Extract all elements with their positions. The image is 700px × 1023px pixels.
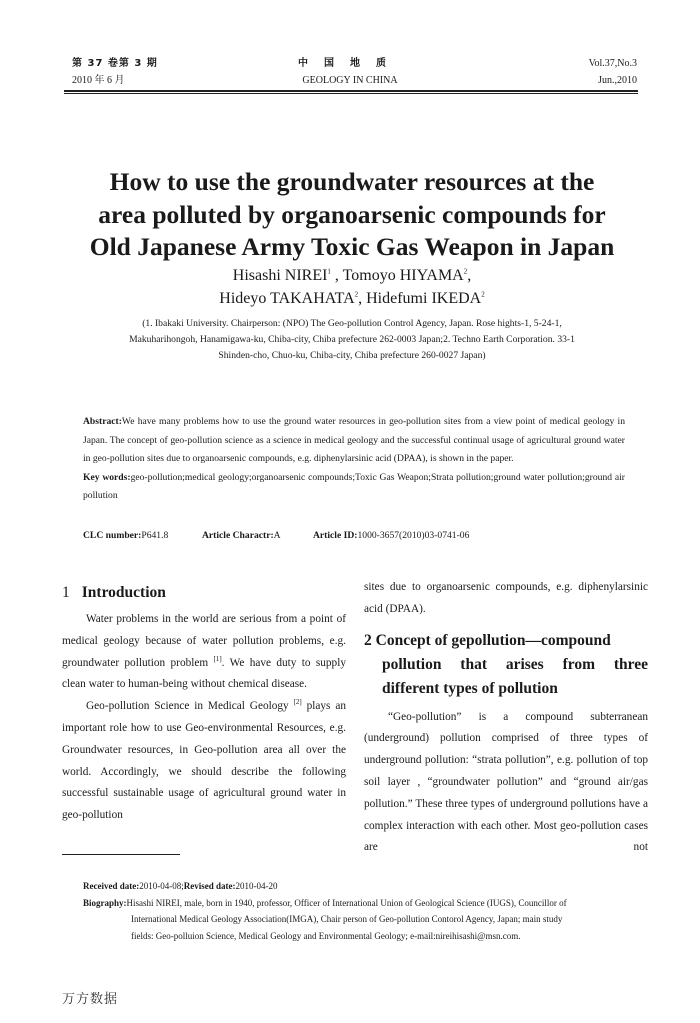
article-id [313, 528, 469, 544]
header-journal-name [280, 55, 420, 89]
section-title-line: pollution that arises from three [382, 655, 648, 673]
section-title-line: 2 Concept of gepollution—compound [364, 631, 611, 649]
paragraph-text: Geo-pollution Science in Medical Geology [86, 700, 294, 713]
abstract-text: We have many problems how to use the ground water resources in geo-pollution sites from a view point of medical geology in Japan. The concept of geo-pollution science as a science in medical geology and the successful continual usage of agricultural ground water in geo-pollution sites due to organoarsenic compounds, e.g. diphenylarsinic acid (DPAA), is shown in the paper. [83, 416, 625, 464]
clc-value: P641.8 [141, 530, 169, 541]
paragraph [62, 696, 346, 827]
citation-ref: [1] [213, 654, 222, 663]
header-journal-name-cn: 中国地质 [298, 58, 402, 69]
author-affil-mark: 2 [354, 290, 359, 299]
revised-date: 2010-04-20 [235, 881, 278, 891]
section-title-line: different types of pollution [382, 679, 558, 697]
body-column-right [364, 577, 648, 859]
title-line-2: area polluted by organoarsenic compounds for [98, 199, 606, 229]
footnote [83, 878, 623, 944]
header-date-cn: 2010 年 6 月 [72, 75, 125, 86]
article-character-value: A [273, 530, 281, 541]
wanfang-watermark: 万方数据 [62, 992, 119, 1007]
paragraph-text: Water problems in the world are serious from a point of medical geology because of water pollution problems, e.g. groundwater pollution problem [62, 613, 346, 669]
citation-ref: [2] [293, 698, 302, 707]
author-affil-mark: 2 [481, 290, 485, 299]
section-1-heading [62, 583, 346, 603]
author-list [48, 264, 656, 310]
clc-label: CLC number: [83, 530, 142, 541]
body-column-left [62, 577, 346, 827]
paragraph-continued: sites due to organoarsenic compounds, e.g. diphenylarsinic acid (DPAA). [364, 581, 648, 615]
revised-label: Revised date: [183, 881, 236, 891]
biography-text: fields: Geo-polluion Science, Medical Geology and Environmental Geology; e-mail:nireihisashi@msn.com. [131, 930, 521, 941]
biography [83, 895, 623, 912]
header-issue-date: Jun.,2010 [598, 75, 637, 86]
biography-text: Hisashi NIREI, male, born in 1940, professor, Officer of International Union of Geological Science (IUGS), Councillor of [126, 897, 567, 908]
footnote-rule [62, 854, 180, 855]
title-line-1: How to use the groundwater resources at the [109, 167, 595, 196]
header-volume-number: Vol.37,No.3 [588, 58, 637, 69]
header-volume-en [589, 55, 637, 89]
affiliation-line: Makuharihongoh, Hanamigawa-ku, Chiba-city, Chiba prefecture 262-0003 Japan;2. Techno Earth Corporation. 33-1 [129, 334, 575, 345]
author-affil-mark: 2 [463, 267, 468, 276]
section-number: 1 [62, 584, 70, 601]
author-name: , Tomoyo HIYAMA [330, 267, 464, 284]
keywords-text: geo-pollution;medical geology;organoarsenic compounds;Toxic Gas Weapon;Strata pollution;ground water pollution;ground air pollution [83, 471, 625, 501]
paragraph: “Geo-pollution” is a compound subterranean (underground) pollution comprised of three types of underground pollution: “strata pollution”, e.g. pollution of top soil layer , “groundwater pollution” and “ground air/gas pollution.” These three types of underground pollutions have a complex interaction with each other. Most geo-pollution cases are not [364, 710, 648, 854]
paragraph-text: plays an important role how to use Geo-environmental Resources, e.g. Groundwater resources, in Geo-pollution area all over the world. Accordingly, we should describe the following successful sustainable usage of agricultural ground water in geo-pollution [62, 700, 346, 822]
biography-text: International Medical Geology Association(IMGA), Chair person of Geo-pollution Contorol Agency, Japan; main study [131, 914, 563, 924]
affiliation-line: (1. Ibakaki University. Chairperson: (NPO) The Geo-pollution Control Agency, Japan. Rose hights-1, 5-24-1, [142, 318, 562, 329]
keywords [83, 469, 625, 506]
author-line-1 [48, 264, 656, 287]
header-rule-top [64, 90, 638, 92]
author-name: Hisashi NIREI [232, 267, 328, 284]
header-journal-name-en: GEOLOGY IN CHINA [302, 75, 398, 86]
article-character-label: Article Charactr: [202, 530, 274, 541]
received-date: 2010-04-08; [139, 881, 184, 891]
abstract [83, 413, 625, 469]
affiliation-line: Shinden-cho, Chuo-ku, Chiba-city, Chiba prefecture 260-0027 Japan) [218, 350, 486, 361]
author-line-2 [48, 287, 656, 310]
author-name: , Hidefumi IKEDA [358, 290, 482, 307]
paragraph-text: . We have duty to supply clean water to human-being without chemical disease. [62, 656, 346, 691]
section-title: Introduction [81, 584, 166, 601]
header-volume-info [72, 55, 158, 89]
keywords-label: Key words: [83, 471, 131, 483]
title-line-3: Old Japanese Army Toxic Gas Weapon in Japan [89, 232, 615, 261]
abstract-label: Abstract: [83, 416, 122, 427]
article-id-value: 1000-3657(2010)03-0741-06 [357, 530, 470, 541]
author-separator: , [467, 267, 472, 284]
biography-label: Biography: [83, 897, 127, 908]
abstract-block [83, 413, 625, 506]
affiliations [60, 316, 644, 364]
dates-line [83, 878, 623, 895]
clc-number [83, 528, 168, 544]
header-rule-bottom [64, 93, 638, 94]
received-label: Received date: [83, 881, 140, 891]
paper-title [48, 166, 656, 264]
article-id-label: Article ID: [313, 530, 358, 541]
author-name: Hideyo TAKAHATA [219, 290, 355, 307]
section-2-heading [364, 629, 648, 701]
paragraph [62, 609, 346, 696]
author-affil-mark: 1 [327, 267, 331, 276]
article-character [202, 528, 281, 544]
header-volume-cn: 第 37 卷第 3 期 [72, 58, 158, 69]
